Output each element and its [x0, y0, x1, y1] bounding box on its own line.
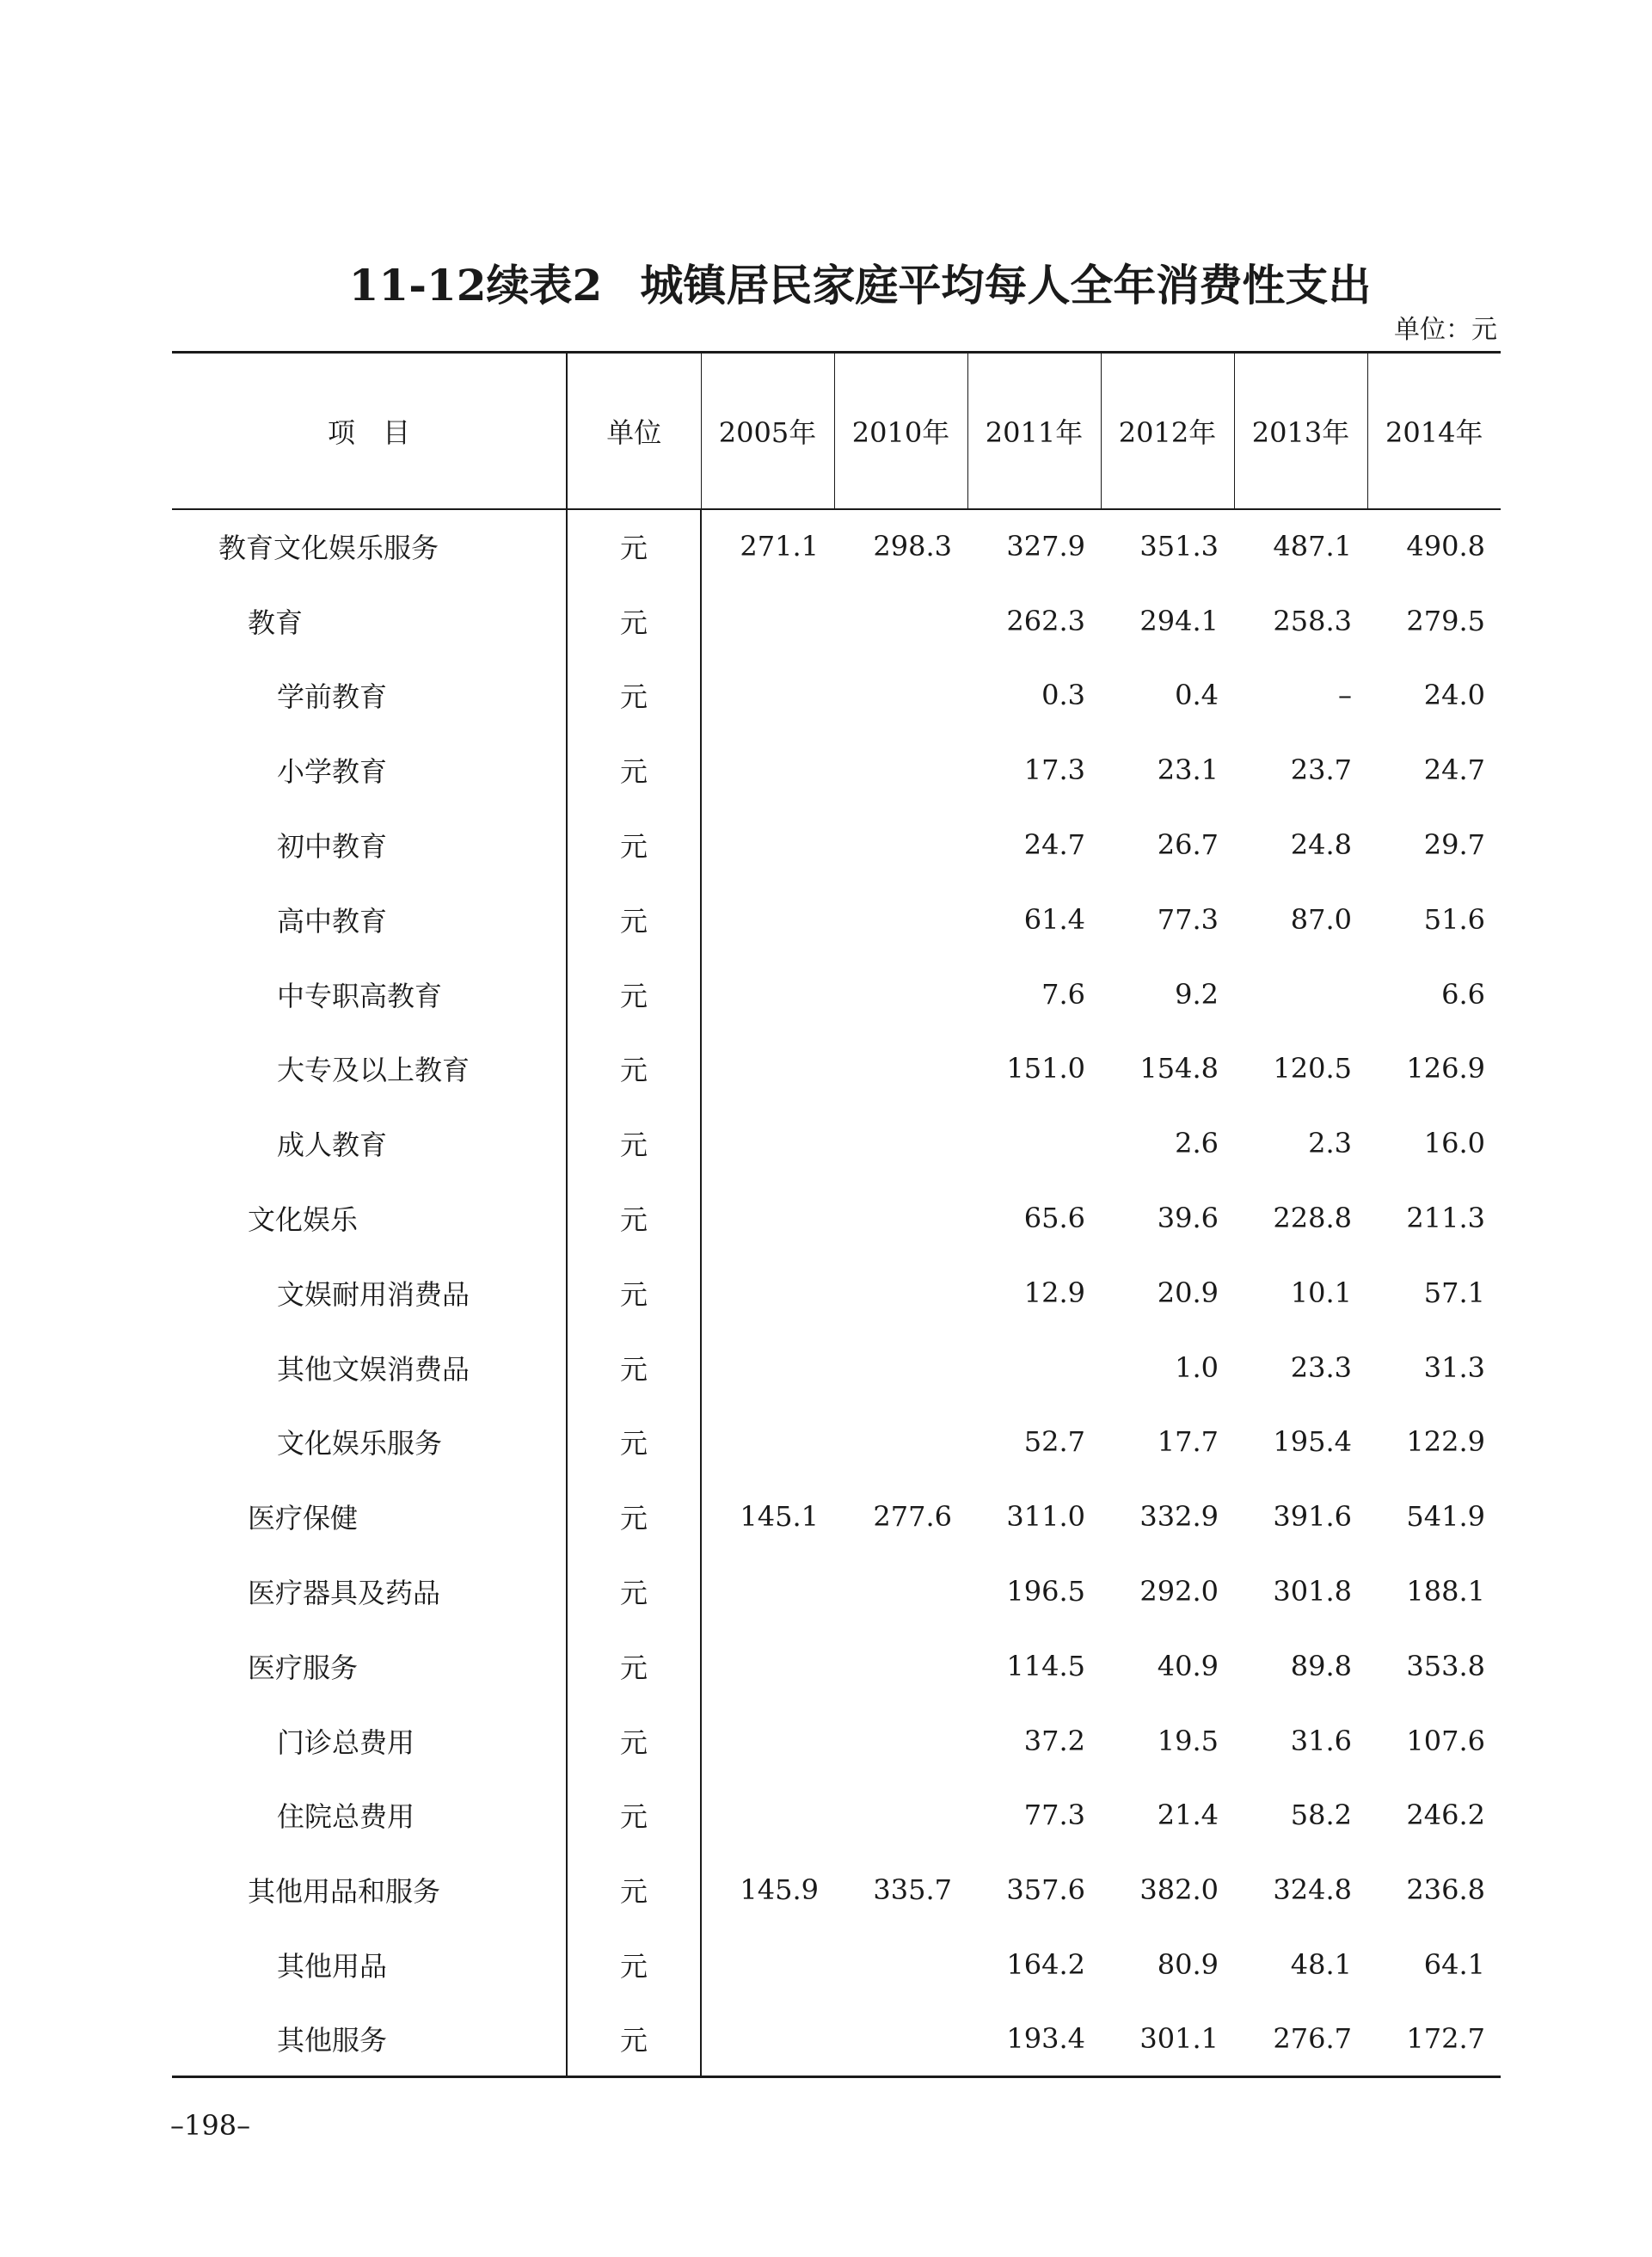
row-item-label: 其他用品: [277, 1950, 388, 1983]
value-cell: 24.8: [1290, 828, 1352, 862]
value-cell: 246.2: [1406, 1799, 1485, 1832]
row-item-label: 教育: [248, 606, 304, 639]
value-cell: 23.1: [1157, 753, 1219, 787]
header-year-2014: 2014年: [1367, 353, 1501, 509]
row-unit: 元: [567, 1479, 701, 1554]
value-cell: 17.3: [1023, 753, 1085, 787]
value-cell: 228.8: [1273, 1202, 1352, 1235]
value-cell: [834, 1330, 967, 1405]
value-cell: 298.3: [873, 530, 952, 563]
value-cell: 292.0: [1139, 1575, 1219, 1608]
row-unit: 元: [567, 1928, 701, 2002]
row-item-label: 门诊总费用: [277, 1725, 415, 1759]
value-cell: [834, 1405, 967, 1479]
value-cell: [701, 583, 834, 658]
value-cell: 311.0: [1006, 1500, 1085, 1534]
value-cell: 145.1: [701, 1479, 834, 1554]
table-row: [172, 956, 1501, 1031]
value-cell: 262.3: [1006, 604, 1085, 637]
row-unit: 元: [567, 2002, 701, 2076]
value-cell: 2.6: [1175, 1127, 1219, 1160]
value-cell: [701, 1106, 834, 1181]
value-cell: 335.7: [873, 1873, 952, 1907]
table-row: [172, 2002, 1501, 2076]
table-row: [172, 1853, 1501, 1928]
value-cell: 391.6: [1273, 1500, 1352, 1534]
value-cell: 48.1: [1290, 1948, 1352, 1982]
value-cell: [834, 1031, 967, 1106]
value-cell: [834, 1255, 967, 1330]
row-unit: 元: [567, 1628, 701, 1703]
row-item-label: 医疗器具及药品: [248, 1577, 441, 1610]
value-cell: 51.6: [1423, 902, 1485, 936]
row-item-label: 成人教育: [277, 1128, 388, 1162]
row-unit: 元: [567, 1703, 701, 1778]
value-cell: 122.9: [1406, 1425, 1485, 1459]
value-cell: 195.4: [1273, 1425, 1352, 1459]
value-cell: 172.7: [1367, 2002, 1501, 2076]
row-item-label: 其他用品和服务: [248, 1875, 441, 1909]
value-cell: 2.3: [1308, 1127, 1352, 1160]
value-cell: [701, 733, 834, 808]
value-cell: 145.9: [701, 1853, 834, 1928]
value-cell: 40.9: [1157, 1649, 1219, 1682]
row-unit: 元: [567, 956, 701, 1031]
table-row: [172, 1628, 1501, 1703]
table-row: [172, 882, 1501, 956]
header-unit: 单位: [567, 353, 701, 509]
value-cell: 58.2: [1290, 1799, 1352, 1832]
value-cell: 301.1: [1101, 2002, 1234, 2076]
value-cell: 164.2: [1006, 1948, 1085, 1982]
value-cell: [1234, 956, 1367, 1031]
value-cell: 541.9: [1406, 1500, 1485, 1534]
table-row: [172, 1181, 1501, 1256]
row-unit: 元: [567, 1330, 701, 1405]
value-cell: 332.9: [1139, 1500, 1219, 1534]
row-unit: 元: [567, 808, 701, 883]
value-cell: [701, 1554, 834, 1629]
value-cell: 89.8: [1290, 1649, 1352, 1682]
value-cell: [834, 658, 967, 733]
value-cell: 31.3: [1423, 1350, 1485, 1384]
row-unit: 元: [567, 509, 701, 584]
table-row: [172, 658, 1501, 733]
value-cell: [701, 956, 834, 1031]
table-row: [172, 509, 1501, 584]
table-row: [172, 733, 1501, 808]
table-title-text: 城镇居民家庭平均每人全年消费性支出: [640, 260, 1372, 311]
value-cell: –: [1338, 679, 1352, 712]
value-cell: 31.6: [1290, 1724, 1352, 1757]
value-cell: [701, 808, 834, 883]
value-cell: 80.9: [1157, 1948, 1219, 1982]
value-cell: 20.9: [1157, 1276, 1219, 1309]
value-cell: [834, 2002, 967, 2076]
value-cell: [834, 1181, 967, 1256]
value-cell: 301.8: [1273, 1575, 1352, 1608]
value-cell: 382.0: [1139, 1873, 1219, 1907]
value-cell: 6.6: [1441, 977, 1485, 1011]
value-cell: 188.1: [1406, 1575, 1485, 1608]
value-cell: 324.8: [1273, 1873, 1352, 1907]
header-row: [172, 353, 1501, 509]
value-cell: [701, 1778, 834, 1853]
statistics-table: [172, 351, 1501, 2078]
value-cell: 487.1: [1273, 530, 1352, 563]
value-cell: [834, 956, 967, 1031]
header-year-2011: 2011年: [967, 353, 1101, 509]
value-cell: 353.8: [1406, 1649, 1485, 1682]
value-cell: 357.6: [1006, 1873, 1085, 1907]
value-cell: [834, 882, 967, 956]
table-row: [172, 1405, 1501, 1479]
row-item-label: 中专职高教育: [277, 979, 443, 1012]
value-cell: 29.7: [1423, 828, 1485, 862]
value-cell: 114.5: [1006, 1649, 1085, 1682]
value-cell: 236.8: [1406, 1873, 1485, 1907]
row-item-label: 学前教育: [277, 680, 388, 714]
value-cell: [701, 1928, 834, 2002]
value-cell: 21.4: [1157, 1799, 1219, 1832]
row-unit: 元: [567, 1778, 701, 1853]
value-cell: [967, 1330, 1101, 1405]
row-unit: 元: [567, 658, 701, 733]
value-cell: 12.9: [1023, 1276, 1085, 1309]
value-cell: [701, 1405, 834, 1479]
value-cell: [701, 658, 834, 733]
row-item-label: 其他服务: [172, 2002, 567, 2076]
value-cell: 151.0: [1006, 1052, 1085, 1085]
table-title: [172, 251, 1548, 313]
value-cell: 24.7: [1023, 828, 1085, 862]
value-cell: [701, 1031, 834, 1106]
value-cell: 107.6: [1406, 1724, 1485, 1757]
row-unit: 元: [567, 1255, 701, 1330]
table-row: [172, 1255, 1501, 1330]
header-item: 项 目: [172, 353, 567, 509]
value-cell: [967, 1106, 1101, 1181]
value-cell: 52.7: [1023, 1425, 1085, 1459]
value-cell: 77.3: [1157, 902, 1219, 936]
value-cell: [701, 1628, 834, 1703]
value-cell: 57.1: [1423, 1276, 1485, 1309]
value-cell: [834, 1703, 967, 1778]
row-item-label: 文化娱乐: [248, 1203, 359, 1237]
table-row: [172, 1554, 1501, 1629]
row-item-label: 医疗服务: [248, 1651, 359, 1684]
row-unit: 元: [567, 733, 701, 808]
row-item-label: 初中教育: [277, 830, 388, 864]
value-cell: 23.3: [1290, 1350, 1352, 1384]
row-item-label: 住院总费用: [277, 1800, 415, 1834]
row-unit: 元: [567, 1181, 701, 1256]
table-row: [172, 1106, 1501, 1181]
value-cell: [701, 1703, 834, 1778]
value-cell: 16.0: [1423, 1127, 1485, 1160]
value-cell: 17.7: [1157, 1425, 1219, 1459]
row-item-label: 教育文化娱乐服务: [218, 532, 439, 565]
row-item-label: 高中教育: [277, 904, 388, 938]
value-cell: 211.3: [1406, 1202, 1485, 1235]
value-cell: 19.5: [1157, 1724, 1219, 1757]
row-unit: 元: [567, 583, 701, 658]
value-cell: 10.1: [1290, 1276, 1352, 1309]
value-cell: [701, 2002, 834, 2076]
value-cell: 154.8: [1139, 1052, 1219, 1085]
table-row: [172, 808, 1501, 883]
value-cell: [834, 1928, 967, 2002]
page-number: –198–: [170, 2109, 251, 2142]
table-row: [172, 1479, 1501, 1554]
value-cell: 294.1: [1139, 604, 1219, 637]
value-cell: 279.5: [1406, 604, 1485, 637]
value-cell: 39.6: [1157, 1202, 1219, 1235]
value-cell: 120.5: [1273, 1052, 1352, 1085]
unit-note: 单位：元: [1394, 315, 1497, 345]
row-unit: 元: [567, 1405, 701, 1479]
value-cell: 24.0: [1423, 679, 1485, 712]
table-row: [172, 1778, 1501, 1853]
table-body: [172, 509, 1501, 2077]
table-row: [172, 1330, 1501, 1405]
row-item-label: 大专及以上教育: [277, 1054, 470, 1087]
table-code: 11-12续表2: [348, 260, 603, 311]
header-year-2012: 2012年: [1101, 353, 1234, 509]
value-cell: [834, 583, 967, 658]
value-cell: [701, 1181, 834, 1256]
value-cell: 193.4: [967, 2002, 1101, 2076]
value-cell: 277.6: [873, 1500, 952, 1534]
value-cell: 351.3: [1139, 530, 1219, 563]
row-item-label: 其他文娱消费品: [277, 1352, 470, 1386]
row-item-label: 医疗保健: [248, 1502, 359, 1535]
value-cell: 87.0: [1290, 902, 1352, 936]
row-unit: 元: [567, 882, 701, 956]
value-cell: 0.4: [1175, 679, 1219, 712]
row-unit: 元: [567, 1853, 701, 1928]
table-row: [172, 1031, 1501, 1106]
value-cell: 64.1: [1423, 1948, 1485, 1982]
value-cell: 490.8: [1406, 530, 1485, 563]
value-cell: 276.7: [1234, 2002, 1367, 2076]
value-cell: 7.6: [1041, 977, 1085, 1011]
value-cell: 126.9: [1406, 1052, 1485, 1085]
value-cell: 23.7: [1290, 753, 1352, 787]
value-cell: [701, 1330, 834, 1405]
value-cell: 24.7: [1423, 753, 1485, 787]
value-cell: [701, 1255, 834, 1330]
row-item-label: 文娱耐用消费品: [277, 1277, 470, 1311]
value-cell: 61.4: [1023, 902, 1085, 936]
row-unit: 元: [567, 1554, 701, 1629]
row-unit: 元: [567, 1106, 701, 1181]
value-cell: 327.9: [1006, 530, 1085, 563]
row-item-label: 小学教育: [277, 755, 388, 789]
header-year-2005: 2005年: [701, 353, 834, 509]
table-row: [172, 1928, 1501, 2002]
value-cell: [834, 1628, 967, 1703]
value-cell: 37.2: [1023, 1724, 1085, 1757]
table-row: [172, 583, 1501, 658]
row-unit: 元: [567, 1031, 701, 1106]
value-cell: 65.6: [1023, 1202, 1085, 1235]
value-cell: 0.3: [1041, 679, 1085, 712]
value-cell: [701, 882, 834, 956]
value-cell: 258.3: [1273, 604, 1352, 637]
value-cell: 1.0: [1175, 1350, 1219, 1384]
header-year-2013: 2013年: [1234, 353, 1367, 509]
header-year-2010: 2010年: [834, 353, 967, 509]
value-cell: [834, 733, 967, 808]
row-item-label: 文化娱乐服务: [277, 1427, 443, 1461]
table-row: [172, 1703, 1501, 1778]
value-cell: 9.2: [1175, 977, 1219, 1011]
value-cell: 26.7: [1157, 828, 1219, 862]
value-cell: 77.3: [1023, 1799, 1085, 1832]
value-cell: 196.5: [1006, 1575, 1085, 1608]
value-cell: [834, 1106, 967, 1181]
value-cell: [834, 1554, 967, 1629]
value-cell: 271.1: [701, 509, 834, 584]
value-cell: [834, 808, 967, 883]
value-cell: [834, 1778, 967, 1853]
